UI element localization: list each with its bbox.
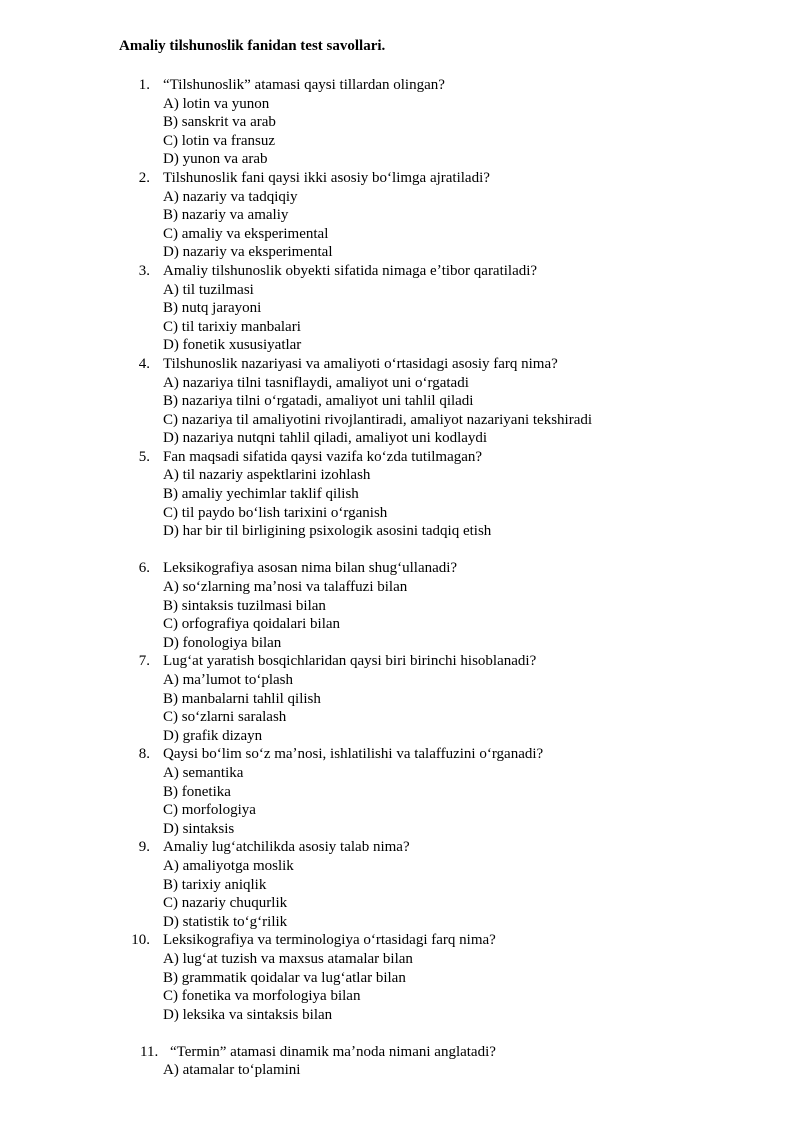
question-line — [0, 76, 800, 95]
answer-option: D) leksika va sintaksis bilan — [163, 1006, 333, 1023]
answer-option: B) manbalarni tahlil qilish — [163, 690, 321, 707]
question-number: 7. — [138, 653, 150, 670]
question-text: Amaliy lugʻatchilikda asosiy talab nima? — [163, 839, 410, 856]
question-item — [0, 745, 800, 838]
question-line — [0, 838, 800, 857]
answer-option: C) nazariy chuqurlik — [163, 895, 288, 912]
answer-option: B) sintaksis tuzilmasi bilan — [163, 597, 326, 614]
answer-option: B) amaliy yechimlar taklif qilish — [163, 486, 359, 503]
answer-option: C) orfografiya qoidalari bilan — [163, 616, 341, 633]
answer-option: A) soʻzlarning maʼnosi va talaffuzi bilan — [163, 579, 408, 596]
question-item — [0, 931, 800, 1024]
answer-option: A) lotin va yunon — [163, 95, 270, 112]
answer-option: D) har bir til birligining psixologik asosini tadqiq etish — [163, 523, 492, 540]
answer-option: C) til tarixiy manbalari — [163, 318, 301, 335]
question-text: Qaysi boʻlim soʻz maʼnosi, ishlatilishi va talaffuzini oʻrganadi? — [163, 746, 544, 763]
question-item — [0, 838, 800, 931]
answer-option: C) nazariya til amaliyotini rivojlantiradi, amaliyot nazariyani tekshiradi — [163, 411, 593, 428]
question-line — [0, 652, 800, 671]
question-number: 2. — [138, 169, 150, 186]
answer-option: C) morfologiya — [163, 802, 256, 819]
answer-option: C) amaliy va eksperimental — [163, 225, 329, 242]
question-line — [0, 559, 800, 578]
question-item — [0, 448, 800, 541]
answer-option: D) nazariy va eksperimental — [163, 244, 333, 261]
question-text: Leksikografiya va terminologiya oʻrtasidagi farq nima? — [163, 932, 496, 949]
answer-option: A) atamalar toʻplamini — [163, 1062, 301, 1079]
answer-option: B) sanskrit va arab — [163, 114, 276, 131]
answer-option: D) yunon va arab — [163, 151, 268, 168]
question-item — [0, 559, 800, 652]
question-number: 6. — [138, 560, 150, 577]
answer-option: A) maʼlumot toʻplash — [163, 672, 293, 688]
answer-option: D) sintaksis — [163, 820, 235, 837]
question-text: “Tilshunoslik” atamasi qaysi tillardan olingan? — [163, 77, 445, 93]
question-line — [0, 745, 800, 764]
answer-option: B) nazariya tilni oʻrgatadi, amaliyot uni tahlil qiladi — [163, 393, 474, 410]
answer-option: C) til paydo boʻlish tarixini oʻrganish — [163, 504, 388, 521]
answer-option: A) til tuzilmasi — [163, 281, 254, 298]
answer-option: A) til nazariy aspektlarini izohlash — [163, 467, 371, 484]
question-line — [0, 169, 800, 188]
question-item — [0, 262, 800, 355]
answer-option: A) amaliyotga moslik — [163, 857, 294, 874]
answer-option: D) fonetik xususiyatlar — [163, 337, 302, 354]
question-line — [0, 448, 800, 467]
answer-option: D) nazariya nutqni tahlil qiladi, amaliyot uni kodlaydi — [163, 430, 488, 447]
question-number: 10. — [131, 932, 150, 949]
answer-option: A) nazariya tilni tasniflaydi, amaliyot uni oʻrgatadi — [163, 374, 469, 391]
question-item — [0, 652, 800, 745]
question-text: Fan maqsadi sifatida qaysi vazifa koʻzda tutilmagan? — [163, 448, 483, 465]
question-number: 5. — [138, 448, 150, 465]
question-item — [0, 169, 800, 262]
answer-option: B) tarixiy aniqlik — [163, 876, 267, 893]
question-number: 1. — [138, 77, 150, 93]
question-item — [0, 1043, 800, 1080]
answer-option: C) fonetika va morfologiya bilan — [163, 988, 361, 1005]
question-line — [0, 931, 800, 950]
question-text: Amaliy tilshunoslik obyekti sifatida nimaga eʼtibor qaratiladi? — [163, 262, 538, 279]
question-line — [0, 262, 800, 281]
answer-option: A) nazariy va tadqiqiy — [163, 188, 298, 205]
document-title: Amaliy tilshunoslik fanidan test savollari. — [119, 38, 386, 54]
question-list — [0, 76, 800, 1080]
answer-option: A) semantika — [163, 764, 244, 781]
question-text: Lugʻat yaratish bosqichlaridan qaysi biri birinchi hisoblanadi? — [163, 653, 537, 670]
question-text: Tilshunoslik fani qaysi ikki asosiy boʻlimga ajratiladi? — [163, 169, 490, 186]
answer-option: C) soʻzlarni saralash — [163, 709, 287, 726]
question-number: 9. — [138, 839, 150, 856]
question-number: 3. — [138, 262, 150, 279]
question-number: 4. — [138, 355, 150, 372]
question-item — [0, 355, 800, 448]
question-text: “Termin” atamasi dinamik maʼnoda nimani anglatadi? — [170, 1043, 496, 1060]
answer-option: C) lotin va fransuz — [163, 132, 276, 149]
answer-option: B) nazariy va amaliy — [163, 207, 289, 224]
answer-option: B) grammatik qoidalar va lugʻatlar bilan — [163, 969, 406, 986]
question-line — [0, 1043, 800, 1062]
question-number: 11. — [140, 1043, 159, 1060]
answer-option: D) statistik toʻgʻrilik — [163, 913, 288, 930]
answer-option: D) fonologiya bilan — [163, 634, 282, 651]
answer-option: B) nutq jarayoni — [163, 300, 262, 317]
question-text: Tilshunoslik nazariyasi va amaliyoti oʻrtasidagi asosiy farq nima? — [163, 355, 558, 372]
question-line — [0, 355, 800, 374]
answer-option: D) grafik dizayn — [163, 727, 263, 744]
question-item — [0, 76, 800, 169]
answer-option: B) fonetika — [163, 783, 231, 800]
question-text: Leksikografiya asosan nima bilan shugʻullanadi? — [163, 560, 458, 577]
answer-option: A) lugʻat tuzish va maxsus atamalar bilan — [163, 950, 413, 967]
question-number: 8. — [138, 746, 150, 763]
